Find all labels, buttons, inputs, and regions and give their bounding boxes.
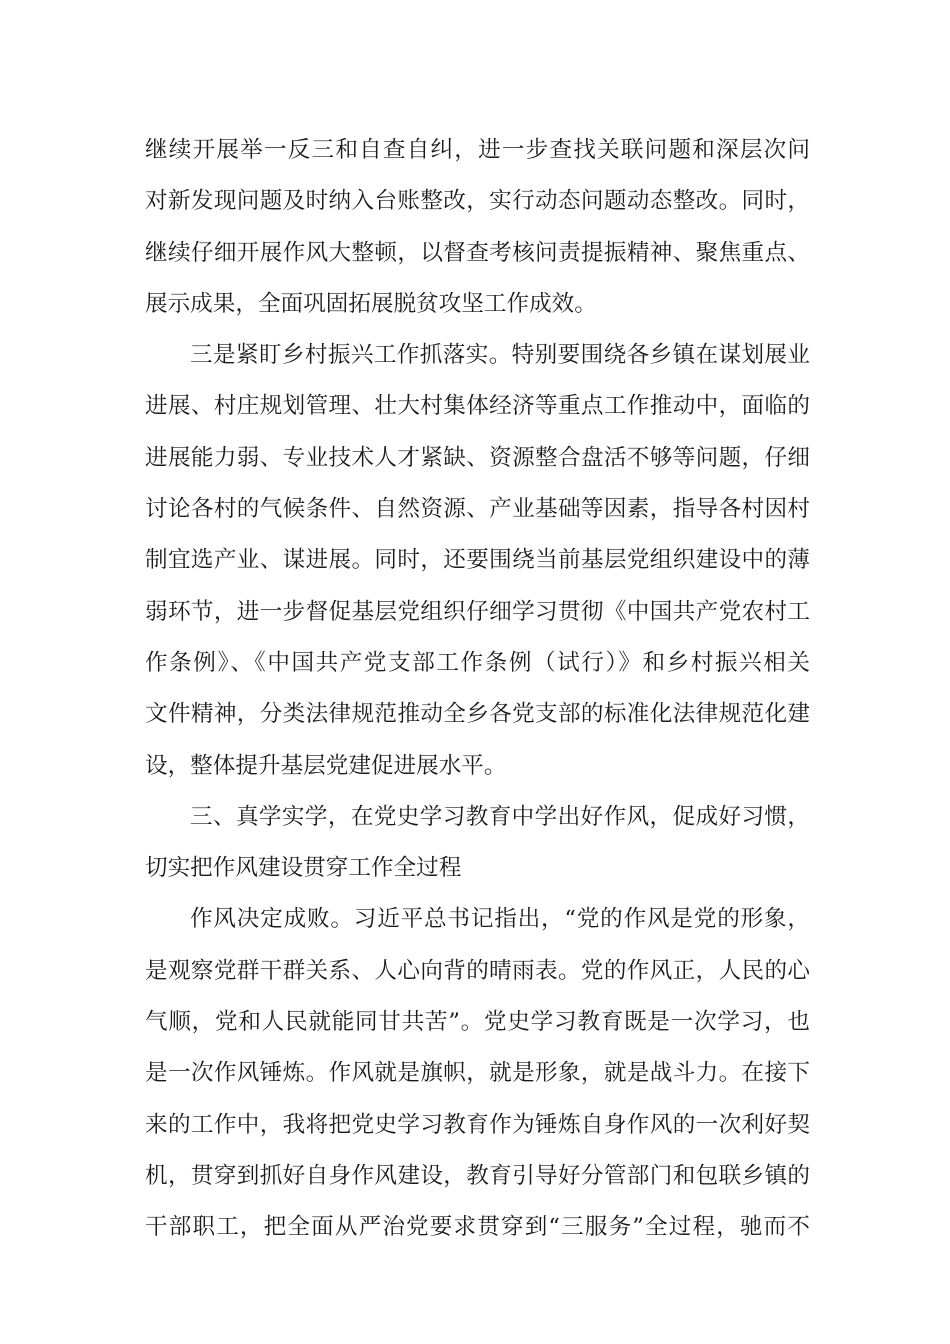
text-line: 干部职工，把全面从严治党要求贯穿到“三服务”全过程，驰而不 xyxy=(145,1214,810,1241)
text-line: 作条例》、《中国共产党支部工作条例（试行）》和乡村振兴相关 xyxy=(145,649,810,676)
text-line: 讨论各村的气候条件、自然资源、产业基础等因素，指导各村因村 xyxy=(145,496,810,523)
text-line: 文件精神，分类法律规范推动全乡各党支部的标准化法律规范化建 xyxy=(145,701,810,728)
text-line: 机，贯穿到抓好自身作风建设，教育引导好分管部门和包联乡镇的 xyxy=(145,1162,810,1189)
text-line: 进展能力弱、专业技术人才紧缺、资源整合盘活不够等问题，仔细 xyxy=(145,444,810,471)
text-line: 三是紧盯乡村振兴工作抓落实。特别要围绕各乡镇在谋划展业 xyxy=(190,342,810,369)
text-line: 展示成果，全面巩固拓展脱贫攻坚工作成效。 xyxy=(145,290,597,317)
text-line: 对新发现问题及时纳入台账整改，实行动态问题动态整改。同时， xyxy=(145,188,810,215)
text-line: 三、真学实学，在党史学习教育中学出好作风，促成好习惯， xyxy=(190,803,810,830)
text-line: 来的工作中，我将把党史学习教育作为锤炼自身作风的一次利好契 xyxy=(145,1111,810,1138)
text-line: 制宜选产业、谋进展。同时，还要围绕当前基层党组织建设中的薄 xyxy=(145,547,810,574)
text-line: 继续开展举一反三和自查自纠，进一步查找关联问题和深层次问 xyxy=(145,137,810,163)
text-line: 弱环节，进一步督促基层党组织仔细学习贯彻《中国共产党农村工 xyxy=(145,598,810,625)
text-line: 继续仔细开展作风大整顿，以督查考核问责提振精神、聚焦重点、 xyxy=(145,239,810,266)
text-line: 进展、村庄规划管理、壮大村集体经济等重点工作推动中，面临的 xyxy=(145,393,810,420)
text-line: 气顺，党和人民就能同甘共苦”。党史学习教育既是一次学习，也 xyxy=(145,1009,810,1036)
text-line: 切实把作风建设贯穿工作全过程 xyxy=(145,855,462,882)
text-line: 作风决定成败。习近平总书记指出，“党的作风是党的形象， xyxy=(190,906,810,933)
text-line: 是一次作风锤炼。作风就是旗帜，就是形象，就是战斗力。在接下 xyxy=(145,1060,810,1087)
text-line: 设，整体提升基层党建促进展水平。 xyxy=(145,752,507,779)
body-text xyxy=(145,125,810,1254)
text-line: 是观察党群干群关系、人心向背的晴雨表。党的作风正，人民的心 xyxy=(145,957,810,984)
